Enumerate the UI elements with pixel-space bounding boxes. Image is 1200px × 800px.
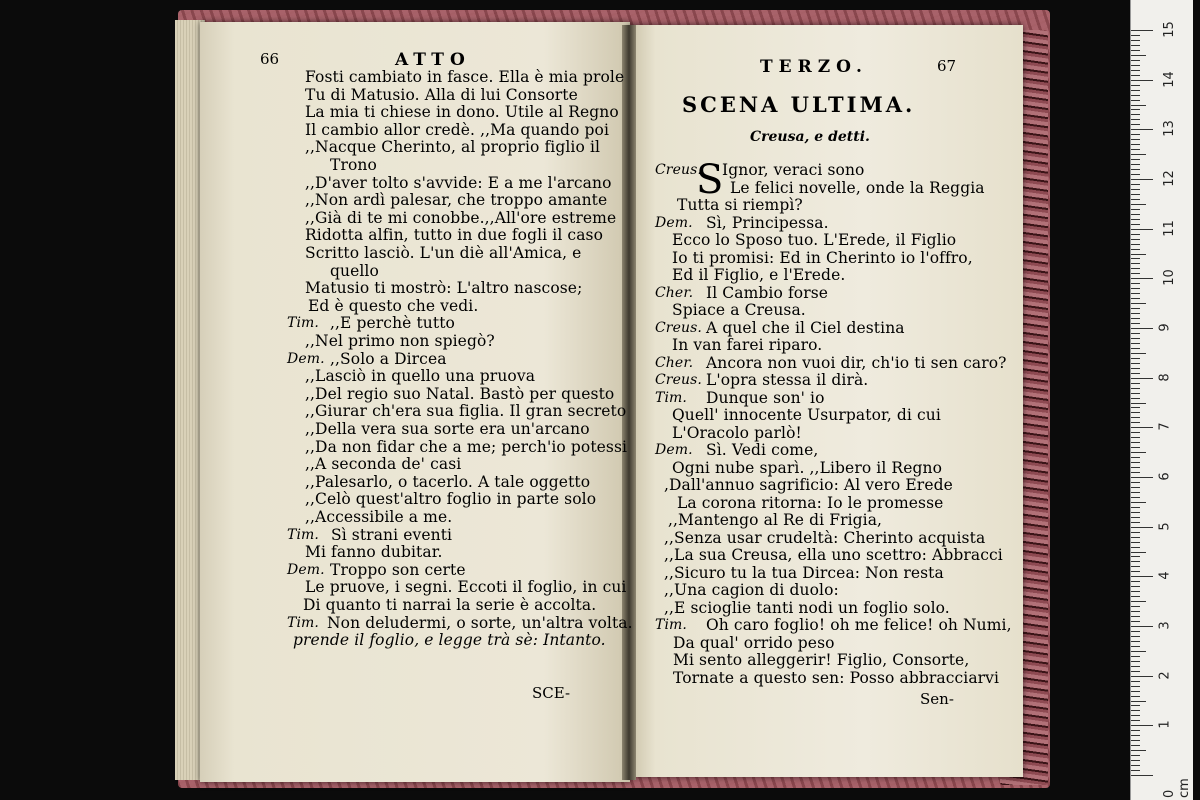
verse-line: Mi fanno dubitar. xyxy=(305,543,443,562)
verse-line: Ancora non vuoi dir, ch'io ti sen caro? xyxy=(706,353,1007,372)
verse-line: Trono xyxy=(330,156,377,174)
ruler-tick xyxy=(1131,517,1140,518)
ruler-tick xyxy=(1131,303,1146,304)
ruler-tick xyxy=(1131,492,1140,493)
ruler-tick xyxy=(1131,139,1140,140)
verse-line: Dunque son' io xyxy=(706,388,825,407)
ruler-tick xyxy=(1131,224,1140,225)
ruler-tick xyxy=(1131,179,1153,180)
verse-line: ,,Accessibile a me. xyxy=(305,508,453,526)
scene-title: SCENA ULTIMA. xyxy=(682,92,916,117)
verse-line: ,,Mantengo al Re di Frigia, xyxy=(668,511,883,529)
ruler-tick xyxy=(1131,70,1140,71)
right-catchword: Sen- xyxy=(920,690,954,708)
ruler-tick xyxy=(1131,164,1140,165)
ruler-tick xyxy=(1131,571,1140,572)
verse-line: ,,E scioglie tanti nodi un foglio solo. xyxy=(664,598,950,617)
speaker-label: Creus. xyxy=(655,319,702,336)
ruler-tick xyxy=(1131,750,1146,751)
ruler-tick xyxy=(1131,30,1153,31)
ruler-tick xyxy=(1131,611,1140,612)
ruler-tick xyxy=(1131,234,1140,235)
ruler-tick xyxy=(1131,100,1140,101)
ruler-tick xyxy=(1131,154,1146,155)
ruler-tick xyxy=(1131,696,1140,697)
ruler-tick xyxy=(1131,75,1140,76)
speaker-label: Tim. xyxy=(655,389,687,406)
ruler-tick xyxy=(1131,114,1140,115)
verse-line: La corona ritorna: Io le promesse xyxy=(677,493,944,512)
ruler-tick xyxy=(1131,55,1146,56)
ruler-label: 9 xyxy=(1157,323,1173,332)
ruler-tick xyxy=(1131,715,1140,716)
ruler-tick xyxy=(1131,512,1140,513)
ruler-tick xyxy=(1131,556,1140,557)
ruler-tick xyxy=(1131,676,1153,677)
ruler-tick xyxy=(1131,656,1140,657)
verse-line: ,,A seconda de' casi xyxy=(305,455,462,474)
ruler-tick xyxy=(1131,532,1140,533)
ruler-tick xyxy=(1131,343,1140,344)
ruler-tick xyxy=(1131,273,1140,274)
ruler-tick xyxy=(1131,586,1140,587)
ruler-tick xyxy=(1131,388,1140,389)
speaker-label: Tim. xyxy=(655,617,687,633)
ruler-label: 11 xyxy=(1161,219,1177,237)
verse-line: Oh caro foglio! oh me felice! oh Numi, xyxy=(706,616,1012,634)
ruler-tick xyxy=(1131,368,1140,369)
ruler-tick xyxy=(1131,616,1140,617)
ruler-tick xyxy=(1131,740,1140,741)
verse-line: ,,Già di te mi conobbe.,,All'ore estreme xyxy=(305,208,617,227)
speaker-label: Cher. xyxy=(655,284,694,301)
ruler-tick xyxy=(1131,666,1140,667)
ruler-tick xyxy=(1131,239,1140,240)
ruler-tick xyxy=(1131,641,1140,642)
ruler-tick xyxy=(1131,626,1153,627)
ruler-tick xyxy=(1131,249,1140,250)
ruler-tick xyxy=(1131,725,1153,726)
ruler-tick xyxy=(1131,507,1140,508)
ruler-tick xyxy=(1131,527,1153,528)
ruler-tick xyxy=(1131,95,1140,96)
ruler-tick xyxy=(1131,407,1140,408)
ruler-tick xyxy=(1131,373,1140,374)
ruler-tick xyxy=(1131,730,1140,731)
ruler-tick xyxy=(1131,636,1140,637)
ruler-tick xyxy=(1131,288,1140,289)
ruler-tick xyxy=(1131,378,1153,379)
ruler-tick xyxy=(1131,705,1140,706)
ruler-tick xyxy=(1131,169,1140,170)
ruler-tick xyxy=(1131,60,1140,61)
verse-line: Ecco lo Sposo tuo. L'Erede, il Figlio xyxy=(672,231,957,249)
ruler-tick xyxy=(1131,258,1140,259)
ruler-tick xyxy=(1131,333,1140,334)
ruler-tick xyxy=(1131,432,1140,433)
ruler-tick xyxy=(1131,467,1140,468)
verse-line: ,,Della vera sua sorte era un'arcano xyxy=(305,420,590,438)
ruler-tick xyxy=(1131,268,1140,269)
verse-line: Non deludermi, o sorte, un'altra volta. xyxy=(327,613,633,632)
ruler-tick xyxy=(1131,45,1140,46)
ruler-tick xyxy=(1131,209,1140,210)
ruler-tick xyxy=(1131,547,1140,548)
verse-line: Quell' innocente Usurpator, di cui xyxy=(672,406,941,424)
ruler-tick xyxy=(1131,159,1140,160)
ruler-tick xyxy=(1131,735,1140,736)
ruler-tick xyxy=(1131,298,1140,299)
verse-line: Ed è questo che vedi. xyxy=(308,296,479,315)
left-page-number: 66 xyxy=(260,50,280,68)
verse-line: Ogni nube sparì. ,,Libero il Regno xyxy=(672,458,943,477)
ruler-tick xyxy=(1131,537,1140,538)
ruler-tick xyxy=(1131,199,1140,200)
ruler-tick xyxy=(1131,542,1140,543)
verse-line: ,,La sua Creusa, ella uno scettro: Abbracci xyxy=(664,546,1003,564)
ruler-tick xyxy=(1131,427,1153,428)
verse-line: Ed il Figlio, e l'Erede. xyxy=(672,266,846,284)
ruler-tick xyxy=(1131,487,1140,488)
scene-subtitle: Creusa, e detti. xyxy=(750,129,870,145)
ruler-tick xyxy=(1131,576,1153,577)
left-catchword: SCE- xyxy=(532,684,571,702)
ruler-tick xyxy=(1131,393,1140,394)
ruler-tick xyxy=(1131,40,1140,41)
verse-line: La mia ti chiese in dono. Utile al Regno xyxy=(305,103,619,122)
verse-line: Tu di Matusio. Alla di lui Consorte xyxy=(305,85,578,104)
ruler-tick xyxy=(1131,398,1140,399)
verse-line: quello xyxy=(330,261,379,280)
verse-line: ,,Solo a Dircea xyxy=(330,349,447,368)
ruler-tick xyxy=(1131,482,1140,483)
speaker-label: Cher. xyxy=(655,354,694,371)
speaker-label: Tim. xyxy=(287,614,319,631)
speaker-label: Creus. xyxy=(655,162,702,178)
verse-line: L'opra stessa il dirà. xyxy=(706,371,869,389)
verse-line: Ignor, veraci sono xyxy=(722,161,865,179)
ruler-label: 15 xyxy=(1161,21,1177,38)
ruler-label: 4 xyxy=(1157,571,1173,580)
verse-line: ,,Nacque Cherinto, al proprio figlio il xyxy=(305,138,601,157)
ruler-tick xyxy=(1131,134,1140,135)
ruler-tick xyxy=(1131,80,1153,81)
ruler-tick xyxy=(1131,124,1140,125)
right-page-header: TERZO. xyxy=(760,57,868,77)
ruler-label: 3 xyxy=(1157,621,1173,630)
ruler-tick xyxy=(1131,497,1140,498)
ruler-label: 7 xyxy=(1157,422,1173,431)
verse-line: Il cambio allor credè. ,,Ma quando poi xyxy=(305,120,610,139)
verse-line: ,,Senza usar crudeltà: Cherinto acquista xyxy=(664,528,986,547)
verse-line: Sì. Vedi come, xyxy=(706,441,819,459)
ruler-tick xyxy=(1131,681,1140,682)
ruler-tick xyxy=(1131,313,1140,314)
ruler-tick xyxy=(1131,596,1140,597)
ruler-tick xyxy=(1131,606,1140,607)
verse-line: prende il foglio, e legge trà sè: Intanto. xyxy=(293,631,606,650)
ruler-tick xyxy=(1131,755,1140,756)
ruler-tick xyxy=(1131,174,1140,175)
ruler-tick xyxy=(1131,760,1140,761)
ruler-tick xyxy=(1131,229,1153,230)
ruler-tick xyxy=(1131,765,1140,766)
drop-cap: S xyxy=(696,157,724,203)
ruler-tick xyxy=(1131,472,1140,473)
ruler-tick xyxy=(1131,363,1140,364)
ruler-label: 12 xyxy=(1161,170,1177,187)
verse-line: Io ti promisi: Ed in Cherinto io l'offro, xyxy=(672,248,973,267)
ruler-tick xyxy=(1131,601,1146,602)
verse-line: Le pruove, i segni. Eccoti il foglio, in cui xyxy=(305,578,627,597)
ruler-tick xyxy=(1131,422,1140,423)
ruler-tick xyxy=(1131,502,1146,503)
right-page-number: 67 xyxy=(937,57,957,75)
ruler-tick xyxy=(1131,591,1140,592)
ruler-tick xyxy=(1131,442,1140,443)
verse-line: Il Cambio forse xyxy=(706,283,829,302)
ruler-label: 1 xyxy=(1157,720,1173,729)
ruler-tick xyxy=(1131,457,1140,458)
ruler-label: 6 xyxy=(1157,472,1173,481)
ruler-tick xyxy=(1131,522,1140,523)
ruler-tick xyxy=(1131,328,1153,329)
ruler-label: 5 xyxy=(1157,522,1173,531)
ruler-tick xyxy=(1131,119,1140,120)
ruler-tick xyxy=(1131,745,1140,746)
verse-line: ,,E perchè tutto xyxy=(330,314,455,333)
ruler-tick xyxy=(1131,90,1140,91)
ruler-tick xyxy=(1131,710,1140,711)
ruler-tick xyxy=(1131,348,1140,349)
verse-line: Tornate a questo sen: Posso abbracciarvi xyxy=(673,668,1000,687)
ruler-tick xyxy=(1131,671,1140,672)
verse-line: ,,Del regio suo Natal. Bastò per questo xyxy=(305,384,615,403)
ruler-tick xyxy=(1131,566,1140,567)
verse-line: Mi sento alleggerir! Figlio, Consorte, xyxy=(673,651,970,669)
ruler-tick xyxy=(1131,204,1146,205)
verse-line: Sì, Principessa. xyxy=(706,213,829,232)
verse-line: Da qual' orrido peso xyxy=(673,633,835,652)
ruler-tick xyxy=(1131,701,1146,702)
ruler-label: 2 xyxy=(1157,671,1173,680)
ruler-tick xyxy=(1131,358,1140,359)
verse-line: ,Dall'annuo sagrificio: Al vero Erede xyxy=(664,476,953,494)
ruler-tick xyxy=(1131,50,1140,51)
ruler-tick xyxy=(1131,35,1140,36)
ruler-tick xyxy=(1131,447,1140,448)
ruler-tick xyxy=(1131,219,1140,220)
verse-line: Matusio ti mostrò: L'altro nascose; xyxy=(305,279,583,298)
ruler-tick xyxy=(1131,383,1140,384)
ruler-tick xyxy=(1131,686,1140,687)
ruler-tick xyxy=(1131,651,1146,652)
ruler-tick xyxy=(1131,353,1146,354)
ruler-tick xyxy=(1131,323,1140,324)
ruler-tick xyxy=(1131,775,1153,776)
verse-line: ,,Palesarlo, o tacerlo. A tale oggetto xyxy=(305,472,591,491)
verse-line: ,,Giurar ch'era sua figlia. Il gran secreto xyxy=(305,402,627,421)
ruler-tick xyxy=(1131,477,1153,478)
ruler-tick xyxy=(1131,308,1140,309)
ruler-label: 0 cm xyxy=(1162,778,1192,798)
verse-line: ,,Nel primo non spiegò? xyxy=(305,332,495,350)
ruler-tick xyxy=(1131,184,1140,185)
ruler-tick xyxy=(1131,581,1140,582)
ruler-tick xyxy=(1131,691,1140,692)
verse-line: Troppo son certe xyxy=(330,560,466,579)
ruler-tick xyxy=(1131,462,1140,463)
verse-line: In van farei riparo. xyxy=(672,336,823,354)
ruler-tick xyxy=(1131,621,1140,622)
verse-line: A quel che il Ciel destina xyxy=(706,318,905,337)
verse-line: Tutta si riempì? xyxy=(677,196,803,214)
ruler-tick xyxy=(1131,149,1140,150)
ruler-tick xyxy=(1131,129,1153,130)
ruler-tick xyxy=(1131,403,1146,404)
ruler-tick xyxy=(1131,105,1146,106)
ruler-tick xyxy=(1131,85,1140,86)
ruler-label: 10 xyxy=(1161,269,1177,287)
speaker-label: Tim. xyxy=(287,526,319,543)
ruler-tick xyxy=(1131,412,1140,413)
ruler-tick xyxy=(1131,144,1140,145)
ruler-label: 14 xyxy=(1161,70,1177,88)
ruler-tick xyxy=(1131,278,1153,279)
ruler-tick xyxy=(1131,318,1140,319)
speaker-label: Dem. xyxy=(655,214,693,231)
speaker-label: Creus. xyxy=(655,372,702,388)
verse-line: Spiace a Creusa. xyxy=(672,301,806,319)
speaker-label: Tim. xyxy=(287,315,319,332)
ruler-label: 8 xyxy=(1157,373,1173,382)
verse-line: ,,Lasciò in quello una pruova xyxy=(305,367,536,386)
ruler-label: 13 xyxy=(1161,120,1177,138)
ruler-tick xyxy=(1131,437,1140,438)
ruler-tick xyxy=(1131,552,1146,553)
verse-line: ,,Celò quest'altro foglio in parte solo xyxy=(305,490,597,509)
verse-line: ,,Una cagion di duolo: xyxy=(664,581,839,599)
verse-line: Scritto lasciò. L'un diè all'Amica, e xyxy=(305,244,582,262)
ruler-tick xyxy=(1131,661,1140,662)
speaker-label: Dem. xyxy=(655,442,693,458)
ruler-tick xyxy=(1131,293,1140,294)
ruler-tick xyxy=(1131,263,1140,264)
measurement-ruler xyxy=(1130,0,1193,800)
ruler-tick xyxy=(1131,189,1140,190)
ruler-tick xyxy=(1131,109,1140,110)
verse-line: Le felici novelle, onde la Reggia xyxy=(730,178,985,197)
verse-line: L'Oracolo parlò! xyxy=(672,423,802,442)
ruler-tick xyxy=(1131,417,1140,418)
verse-line: ,,Sicuro tu la tua Dircea: Non resta xyxy=(664,563,944,582)
ruler-tick xyxy=(1131,214,1140,215)
verse-line: Ridotta alfin, tutto in due fogli il caso xyxy=(305,226,604,245)
verse-line: Fosti cambiato in fasce. Ella è mia prole xyxy=(305,68,625,86)
ruler-tick xyxy=(1131,452,1146,453)
speaker-label: Dem. xyxy=(287,350,325,367)
ruler-tick xyxy=(1131,338,1140,339)
ruler-tick xyxy=(1131,770,1140,771)
verse-line: Sì strani eventi xyxy=(331,525,453,544)
ruler-tick xyxy=(1131,283,1140,284)
ruler-tick xyxy=(1131,254,1146,255)
ruler-tick xyxy=(1131,646,1140,647)
ruler-tick xyxy=(1131,244,1140,245)
verse-line: ,,Non ardì palesar, che troppo amante xyxy=(305,191,608,210)
speaker-label: Dem. xyxy=(287,561,325,578)
ruler-tick xyxy=(1131,720,1140,721)
verse-line: Di quanto ti narrai la serie è accolta. xyxy=(303,596,597,614)
left-page-header: ATTO xyxy=(395,50,471,70)
ruler-tick xyxy=(1131,194,1140,195)
ruler-tick xyxy=(1131,65,1140,66)
verse-line: ,,Da non fidar che a me; perch'io potessi xyxy=(305,437,628,456)
verse-line: ,,D'aver tolto s'avvide: E a me l'arcano xyxy=(305,173,612,192)
ruler-tick xyxy=(1131,561,1140,562)
ruler-tick xyxy=(1131,631,1140,632)
